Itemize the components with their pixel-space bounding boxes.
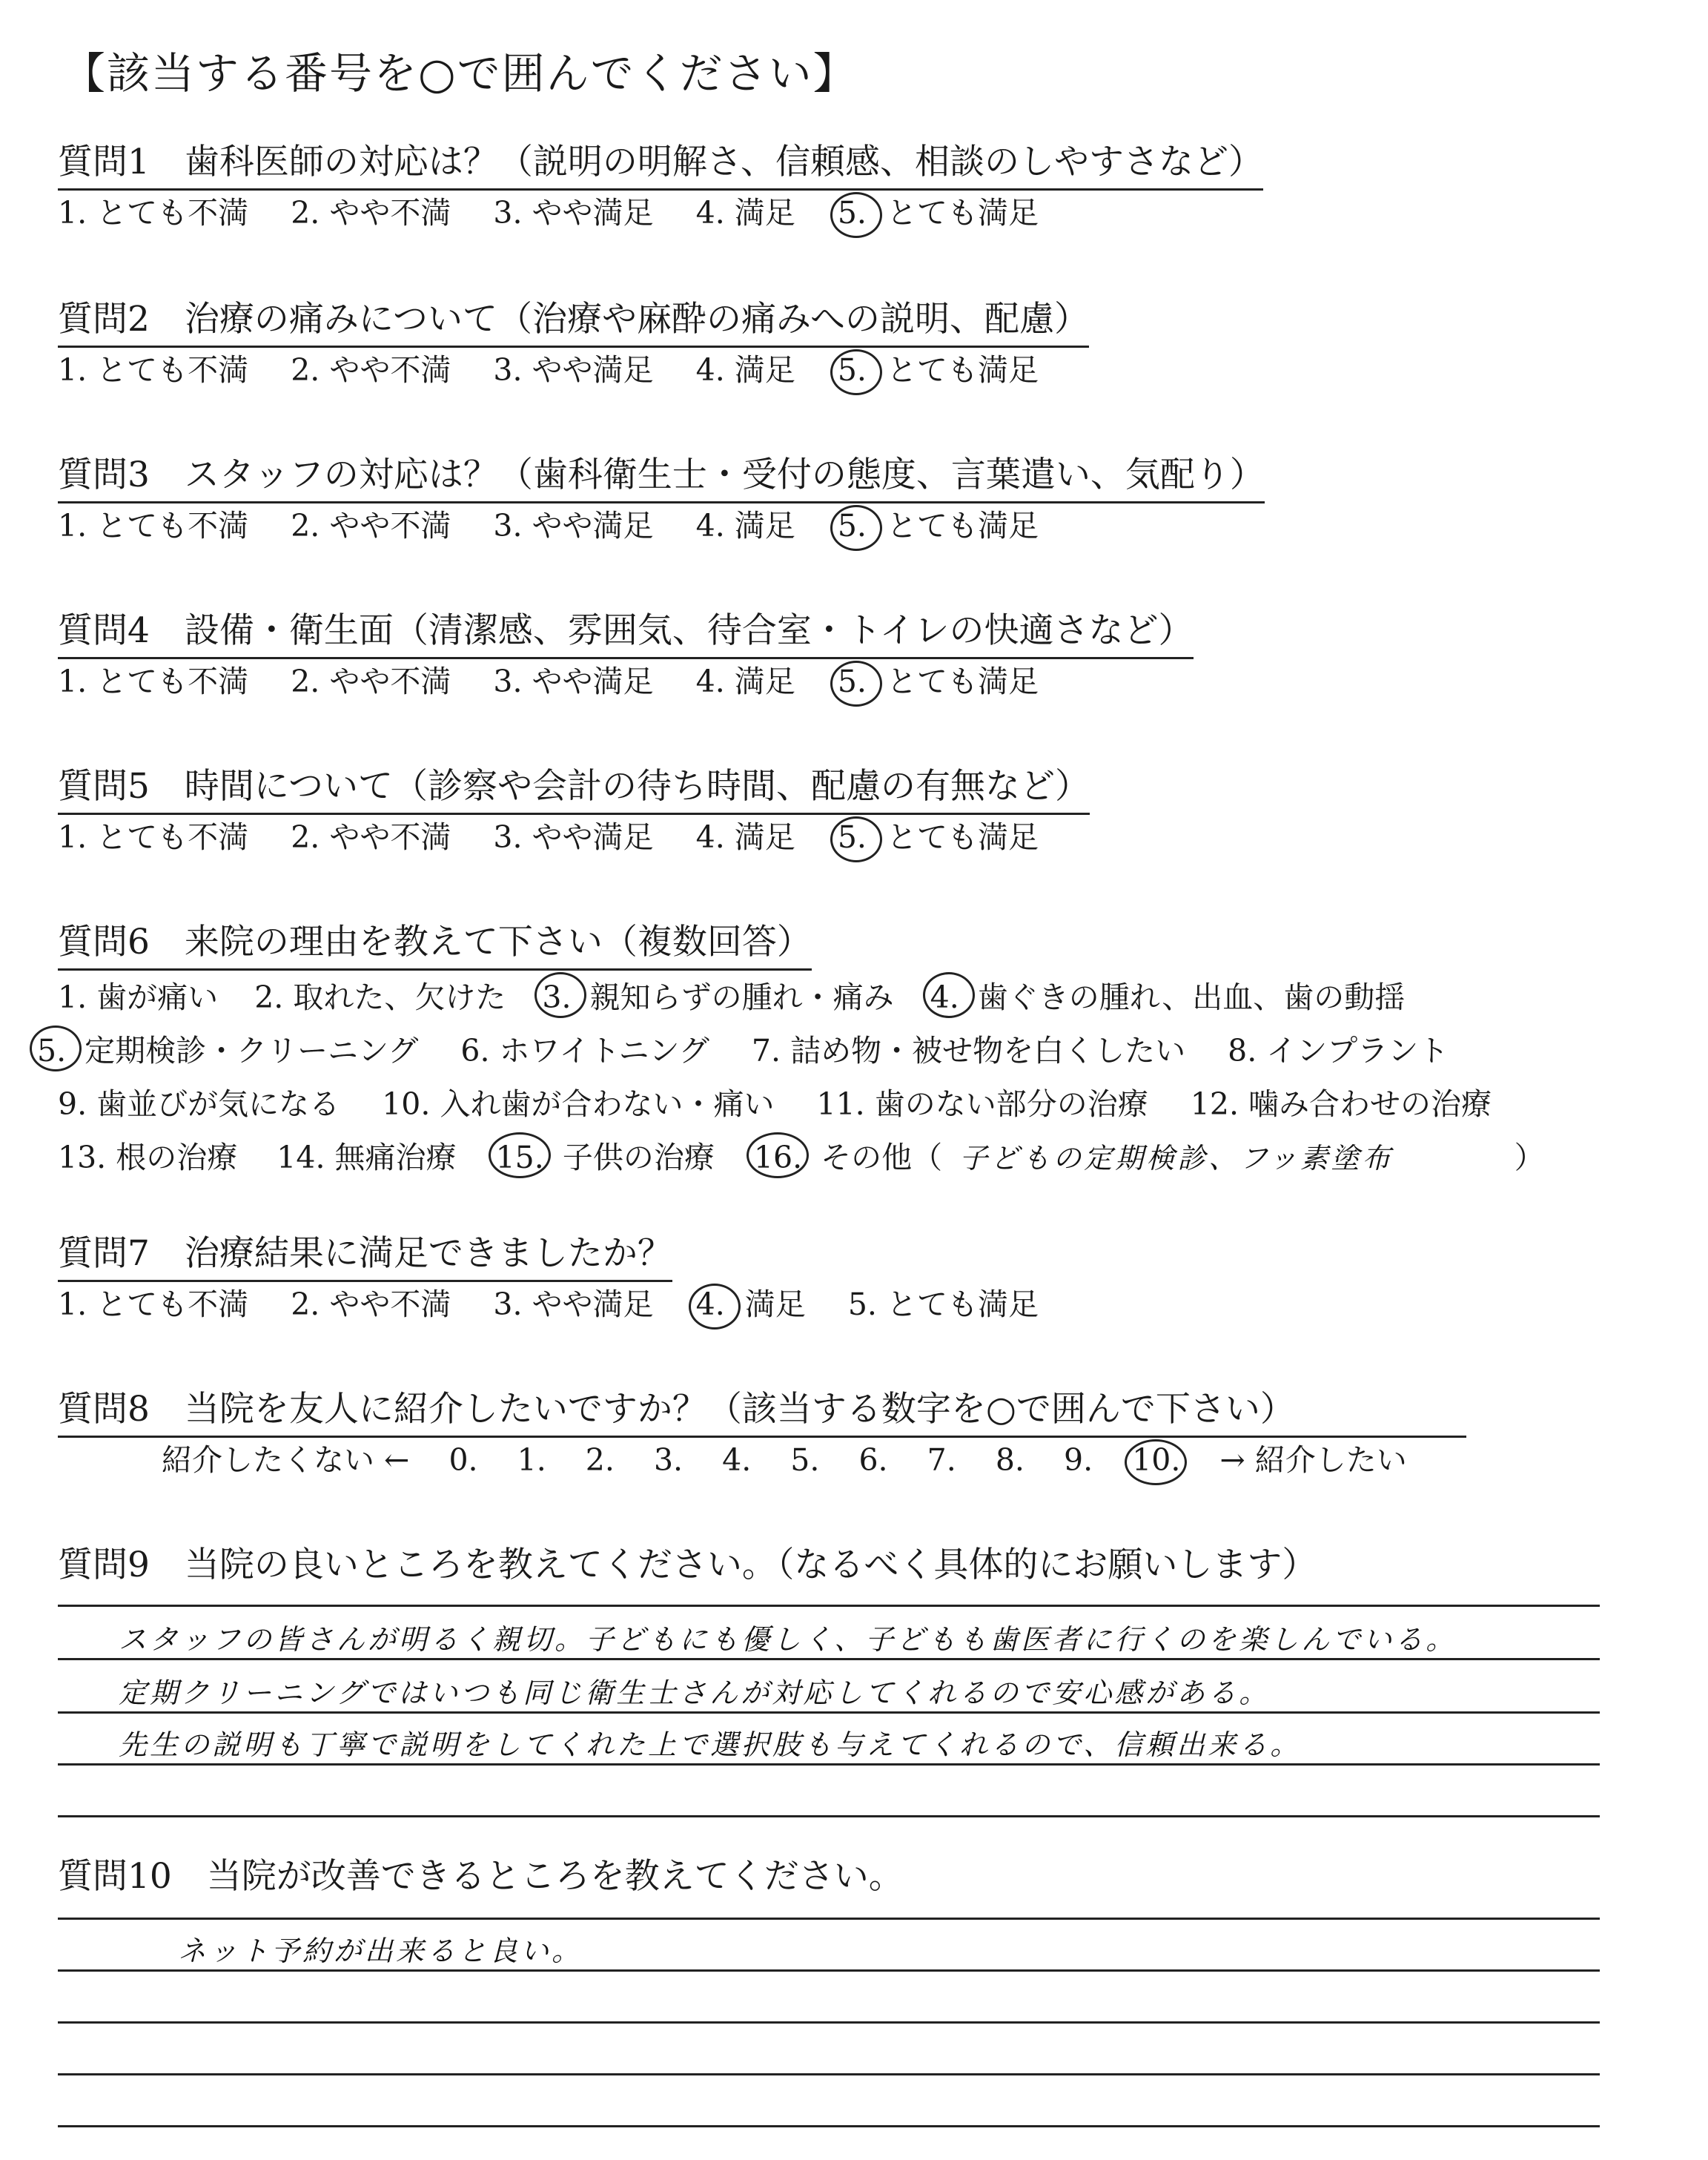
answer-rule — [58, 1763, 1600, 1766]
question-7 — [58, 1231, 1071, 1327]
question-1-options — [58, 191, 1263, 235]
reason-16-label: その他（ — [821, 1140, 943, 1175]
reason-14[interactable]: 14. 無痛治療 — [277, 1140, 457, 1175]
question-4-title: 質問4 設備・衛生面（清潔感、雰囲気、待合室・トイレの快適さなど） — [58, 608, 1194, 659]
question-10 — [58, 1854, 904, 1903]
question-3-options — [58, 503, 1265, 548]
scale-9[interactable]: 9. — [1063, 1442, 1093, 1478]
question-8 — [58, 1387, 1466, 1482]
question-1-title: 質問1 歯科医師の対応は？（説明の明解さ、信頼感、相談のしやすさなど） — [58, 139, 1263, 191]
option-4[interactable]: 4. 満足 — [695, 195, 795, 231]
option-4[interactable]: 4. 満足 — [695, 819, 795, 855]
option-5-label: とても満足 — [886, 195, 1039, 231]
reason-4-circled[interactable]: 4. — [930, 971, 959, 1024]
option-3[interactable]: 3. やや満足 — [493, 819, 654, 855]
question-8-scale — [162, 1438, 1466, 1482]
reason-3-circled[interactable]: 3. — [542, 971, 571, 1024]
option-4-circled[interactable]: 4. — [696, 1282, 725, 1327]
option-1[interactable]: 1. とても不満 — [58, 664, 249, 699]
option-4-label: 満足 — [744, 1287, 806, 1322]
question-5 — [58, 764, 1090, 859]
scale-10-circled[interactable]: 10. — [1132, 1438, 1180, 1482]
option-5-circled[interactable]: 5. — [838, 815, 867, 859]
option-3[interactable]: 3. やや満足 — [493, 352, 654, 388]
question-3-title: 質問3 スタッフの対応は？（歯科衛生士・受付の態度、言葉遣い、気配り） — [58, 452, 1265, 503]
option-3[interactable]: 3. やや満足 — [493, 1287, 654, 1322]
question-4-options — [58, 659, 1194, 704]
q10-answer-line-1[interactable]: ネット予約が出来ると良い。 — [178, 1935, 583, 1967]
q9-answer-line-1[interactable]: スタッフの皆さんが明るく親切。子どもにも優しく、子どもも歯医者に行くのを楽しんでいる。 — [119, 1623, 1457, 1656]
option-1[interactable]: 1. とても不満 — [58, 352, 249, 388]
q9-answer-line-2[interactable]: 定期クリーニングではいつも同じ衛生士さんが対応してくれるので安心感がある。 — [119, 1677, 1271, 1709]
reason-4-label: 歯ぐきの腫れ、出血、歯の動揺 — [977, 980, 1406, 1015]
option-5[interactable]: 5. とても満足 — [847, 1287, 1039, 1322]
option-2[interactable]: 2. やや不満 — [291, 819, 451, 855]
question-6 — [37, 919, 1578, 1185]
option-4[interactable]: 4. 満足 — [695, 508, 795, 544]
answer-rule — [58, 1711, 1600, 1714]
reason-5-label: 定期検診・クリーニング — [85, 1033, 419, 1069]
option-2[interactable]: 2. やや不満 — [291, 352, 451, 388]
option-5-circled[interactable]: 5. — [838, 659, 867, 704]
scale-5[interactable]: 5. — [790, 1442, 820, 1478]
reason-2[interactable]: 2. 取れた、欠けた — [254, 980, 506, 1015]
option-5-circled[interactable]: 5. — [838, 503, 867, 548]
question-9-title: 質問9 当院の良いところを教えてください。（なるべく具体的にお願いします） — [58, 1545, 1317, 1585]
scale-left-label: 紹介したくない ← — [162, 1442, 410, 1478]
reason-9[interactable]: 9. 歯並びが気になる — [58, 1086, 340, 1122]
reason-6[interactable]: 6. ホワイトニング — [460, 1033, 709, 1069]
option-5-label: とても満足 — [886, 508, 1039, 544]
reason-7[interactable]: 7. 詰め物・被せ物を白くしたい — [751, 1033, 1186, 1069]
question-1 — [58, 139, 1263, 235]
option-1[interactable]: 1. とても不満 — [58, 819, 249, 855]
question-6-row-3 — [58, 1077, 1578, 1131]
reason-11[interactable]: 11. 歯のない部分の治療 — [816, 1086, 1148, 1122]
question-2-title: 質問2 治療の痛みについて（治療や麻酔の痛みへの説明、配慮） — [58, 297, 1089, 348]
question-5-title: 質問5 時間について（診察や会計の待ち時間、配慮の有無など） — [58, 764, 1090, 815]
option-2[interactable]: 2. やや不満 — [291, 195, 451, 231]
question-8-title: 質問8 当院を友人に紹介したいですか？（該当する数字を○で囲んで下さい） — [58, 1387, 1466, 1438]
answer-rule — [58, 2125, 1600, 2127]
reason-15-circled[interactable]: 15. — [496, 1131, 544, 1184]
question-3 — [58, 452, 1265, 548]
answer-rule — [58, 1969, 1600, 1972]
option-5-label: とても満足 — [886, 819, 1039, 855]
option-3[interactable]: 3. やや満足 — [493, 508, 654, 544]
question-6-title: 質問6 来院の理由を教えて下さい（複数回答） — [58, 919, 812, 971]
answer-rule — [58, 1918, 1600, 1920]
reason-13[interactable]: 13. 根の治療 — [58, 1140, 238, 1175]
reason-8[interactable]: 8. インプラント — [1228, 1033, 1449, 1069]
reason-16-circled[interactable]: 16. — [754, 1131, 802, 1184]
q9-answer-line-3[interactable]: 先生の説明も丁寧で説明をしてくれた上で選択肢も与えてくれるので、信頼出来る。 — [119, 1728, 1302, 1761]
scale-3[interactable]: 3. — [653, 1442, 683, 1478]
scale-7[interactable]: 7. — [927, 1442, 956, 1478]
question-9 — [58, 1542, 1317, 1591]
reason-1[interactable]: 1. 歯が痛い — [58, 980, 219, 1015]
question-2-options — [58, 348, 1089, 392]
option-1[interactable]: 1. とても不満 — [58, 1287, 249, 1322]
scale-2[interactable]: 2. — [585, 1442, 615, 1478]
option-3[interactable]: 3. やや満足 — [493, 664, 654, 699]
option-1[interactable]: 1. とても不満 — [58, 508, 249, 544]
scale-0[interactable]: 0. — [448, 1442, 478, 1478]
question-7-title: 質問7 治療結果に満足できましたか？ — [58, 1231, 672, 1282]
option-2[interactable]: 2. やや不満 — [291, 1287, 451, 1322]
answer-rule — [58, 1605, 1600, 1607]
scale-8[interactable]: 8. — [995, 1442, 1025, 1478]
scale-6[interactable]: 6. — [858, 1442, 888, 1478]
reason-10[interactable]: 10. 入れ歯が合わない・痛い — [382, 1086, 775, 1122]
option-5-circled[interactable]: 5. — [838, 191, 867, 235]
question-2 — [58, 297, 1089, 392]
answer-rule — [58, 1658, 1600, 1660]
other-reason-handwritten[interactable]: 子どもの定期検診、フッ素塗布 — [959, 1142, 1394, 1175]
question-6-row-1 — [58, 971, 1578, 1024]
other-close-paren: ） — [1514, 1140, 1545, 1175]
reason-5-circled[interactable]: 5. — [37, 1024, 66, 1077]
answer-rule — [58, 2021, 1600, 2024]
question-5-options — [58, 815, 1090, 859]
question-7-options — [58, 1282, 1071, 1327]
scale-right-label: → 紹介したい — [1219, 1442, 1407, 1478]
question-4 — [58, 608, 1194, 704]
answer-rule — [58, 2073, 1600, 2075]
question-6-row-2 — [37, 1024, 1578, 1077]
question-10-title: 質問10 当院が改善できるところを教えてください。 — [58, 1856, 904, 1897]
option-4[interactable]: 4. 満足 — [695, 664, 795, 699]
option-5-label: とても満足 — [886, 352, 1039, 388]
reason-12[interactable]: 12. 噛み合わせの治療 — [1190, 1086, 1492, 1122]
reason-3-label: 親知らずの腫れ・痛み — [589, 980, 894, 1015]
option-2[interactable]: 2. やや不満 — [291, 508, 451, 544]
question-6-row-4 — [58, 1131, 1578, 1185]
option-5-circled[interactable]: 5. — [838, 348, 867, 392]
scale-4[interactable]: 4. — [722, 1442, 752, 1478]
scale-1[interactable]: 1. — [517, 1442, 546, 1478]
option-2[interactable]: 2. やや不満 — [291, 664, 451, 699]
option-1[interactable]: 1. とても不満 — [58, 195, 249, 231]
option-4[interactable]: 4. 満足 — [695, 352, 795, 388]
reason-15-label: 子供の治療 — [562, 1140, 715, 1175]
answer-rule — [58, 1815, 1600, 1817]
option-3[interactable]: 3. やや満足 — [493, 195, 654, 231]
instruction-header: 【該当する番号を○で囲んでください】 — [62, 48, 858, 99]
option-5-label: とても満足 — [886, 664, 1039, 699]
